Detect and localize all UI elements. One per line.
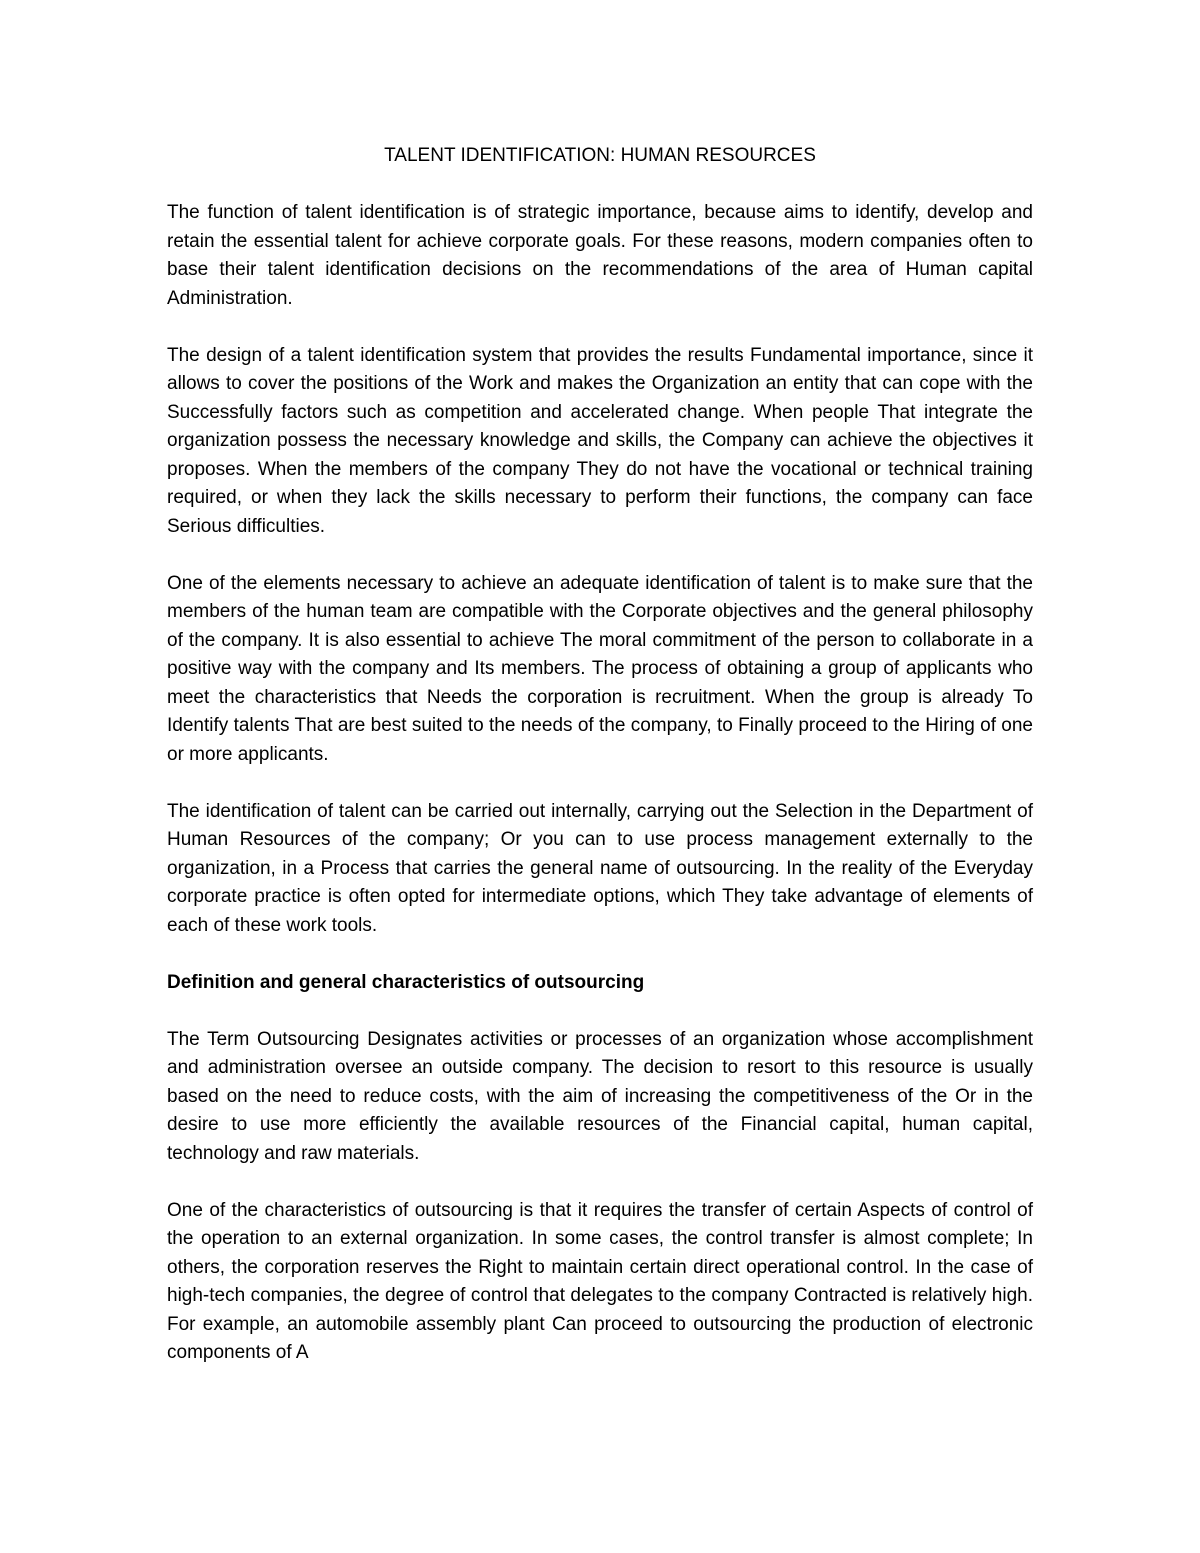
section-heading: Definition and general characteristics of outsourcing — [167, 971, 645, 993]
document-title: TALENT IDENTIFICATION: HUMAN RESOURCES — [384, 145, 816, 166]
paragraph: The Term Outsourcing Designates activities or processes of an organization whose accomplishment and administration oversee an outside company. The decision to resort to this resource is usually based on the need to reduce costs, with the aim of increasing the competitiveness of the Or in the desire to use more efficiently the available resources of the Financial capital, human capital, technology and raw materials. — [167, 1028, 1033, 1164]
paragraph: One of the characteristics of outsourcing is that it requires the transfer of certain Aspects of control of the operation to an external organization. In some cases, the control transfer is almost complete; In others, the corporation reserves the Right to maintain certain direct operational control. In the case of high-tech companies, the degree of control that delegates to the company Contracted is relatively high. For example, an automobile assembly plant Can proceed to outsourcing the production of electronic components of A — [167, 1199, 1033, 1363]
paragraph: The design of a talent identification system that provides the results Fundamental importance, since it allows to cover the positions of the Work and makes the Organization an entity that can cope with the Successfully factors such as competition and accelerated change. When people That integrate the organization possess the necessary knowledge and skills, the Company can achieve the objectives it proposes. When the members of the company They do not have the vocational or technical training required, or when they lack the skills necessary to perform their functions, the company can face Serious difficulties. — [167, 344, 1033, 537]
paragraph: The function of talent identification is of strategic importance, because aims to identify, develop and retain the essential talent for achieve corporate goals. For these reasons, modern companies often to base their talent identification decisions on the recommendations of the area of Human capital Administration. — [167, 202, 1033, 309]
paragraph: One of the elements necessary to achieve an adequate identification of talent is to make sure that the members of the human team are compatible with the Corporate objectives and the general philosophy of the company. It is also essential to achieve The moral commitment of the person to collaborate in a positive way with the company and Its members. The process of obtaining a group of applicants who meet the characteristics that Needs the corporation is recruitment. When the group is already To Identify talents That are best suited to the needs of the company, to Finally proceed to the Hiring of one or more applicants. — [167, 572, 1033, 765]
paragraph: The identification of talent can be carried out internally, carrying out the Selection in the Department of Human Resources of the company; Or you can to use process management externally to the organization, in a Process that carries the general name of outsourcing. In the reality of the Everyday corporate practice is often opted for intermediate options, which They take advantage of elements of each of these work tools. — [167, 800, 1033, 936]
document-body — [167, 142, 1033, 1368]
